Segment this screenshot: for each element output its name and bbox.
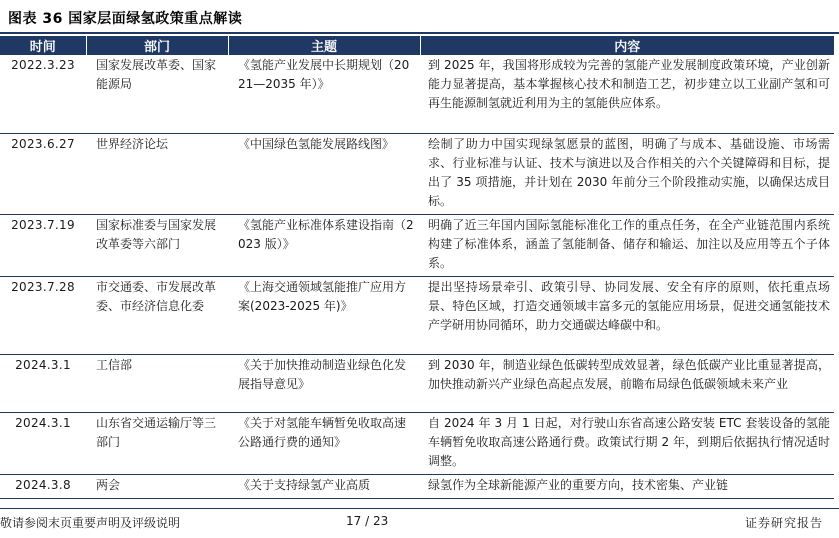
page-number: 17 / 23 [346,514,389,528]
header-content: 内容 [420,36,834,55]
row-content: 绿氢作为全球新能源产业的重要方向，技术密集、产业链 [420,474,834,498]
row-dept: 工信部 [86,354,228,412]
row-topic: 《中国绿色氢能发展路线图》 [228,133,420,214]
row-content: 明确了近三年国内国际氢能标准化工作的重点任务，在全产业链范围内系统构建了标准体系，涵盖了氢能制备、储存和输运、加注以及应用等五个子体系。 [420,214,834,276]
row-dept: 山东省交通运输厅等三部门 [86,412,228,474]
figure-title: 图表 36 国家层面绿氢政策重点解读 [8,11,243,27]
row-dept: 市交通委、市发展改革委、市经济信息化委 [86,276,228,354]
row-topic: 《氢能产业发展中长期规划（2021—2035 年）》 [228,55,420,133]
row-topic: 《关于加快推动制造业绿色化发展指导意见》 [228,354,420,412]
table-row [0,276,834,354]
table-row [0,354,834,412]
row-date: 2024.3.1 [0,354,86,412]
row-dept: 国家标准委与国家发展改革委等六部门 [86,214,228,276]
row-dept: 世界经济论坛 [86,133,228,214]
footer-divider [0,508,839,509]
title-divider [0,32,839,34]
row-content: 提出坚持场景牵引、政策引导、协同发展、安全有序的原则，依托重点场景、特色区域，打造交通领域丰富多元的氢能应用场景，促进交通氢能技术产学研用协同循环，助力交通碳达峰碳中和。 [420,276,834,354]
header-topic: 主题 [228,36,420,55]
table-row [0,474,834,498]
row-date: 2022.3.23 [0,55,86,133]
row-content: 绘制了助力中国实现绿氢愿景的蓝图，明确了与成本、基础设施、市场需求、行业标准与认证、技术与演进以及合作相关的六个关键障碍和目标，提出了 35 项措施，并计划在 2030 年前分三个阶段推动实施，以确保达成目标。 [420,133,834,214]
policy-table [0,36,834,499]
table-row [0,133,834,214]
row-dept: 两会 [86,474,228,498]
table-header-row [0,36,834,55]
table-row [0,214,834,276]
row-topic: 《关于支持绿氢产业高质 [228,474,420,498]
row-date: 2024.3.1 [0,412,86,474]
row-content: 到 2030 年，制造业绿色低碳转型成效显著，绿色低碳产业比重显著提高，加快推动新兴产业绿色高起点发展，前瞻布局绿色低碳领域未来产业 [420,354,834,412]
row-dept: 国家发展改革委、国家能源局 [86,55,228,133]
row-date: 2023.6.27 [0,133,86,214]
row-content: 自 2024 年 3 月 1 日起，对行驶山东省高速公路安装 ETC 套装设备的氢能车辆暂免收取高速公路通行费。政策试行期 2 年，到期后依据执行情况适时调整。 [420,412,834,474]
footer-disclaimer: 敬请参阅末页重要声明及评级说明 [0,516,181,530]
table-row [0,55,834,133]
footer-report-type: 证券研究报告 [744,516,823,530]
header-date: 时间 [0,36,86,55]
row-topic: 《上海交通领域氢能推广应用方案(2023-2025 年)》 [228,276,420,354]
row-content: 到 2025 年，我国将形成较为完善的氢能产业发展制度政策环境，产业创新能力显著提高，基本掌握核心技术和制造工艺，初步建立以工业副产氢和可再生能源制氢就近利用为主的氢能供应体系。 [420,55,834,133]
row-date: 2023.7.28 [0,276,86,354]
row-date: 2024.3.8 [0,474,86,498]
table-row [0,412,834,474]
header-dept: 部门 [86,36,228,55]
row-topic: 《关于对氢能车辆暂免收取高速公路通行费的通知》 [228,412,420,474]
row-date: 2023.7.19 [0,214,86,276]
row-topic: 《氢能产业标准体系建设指南（2023 版）》 [228,214,420,276]
